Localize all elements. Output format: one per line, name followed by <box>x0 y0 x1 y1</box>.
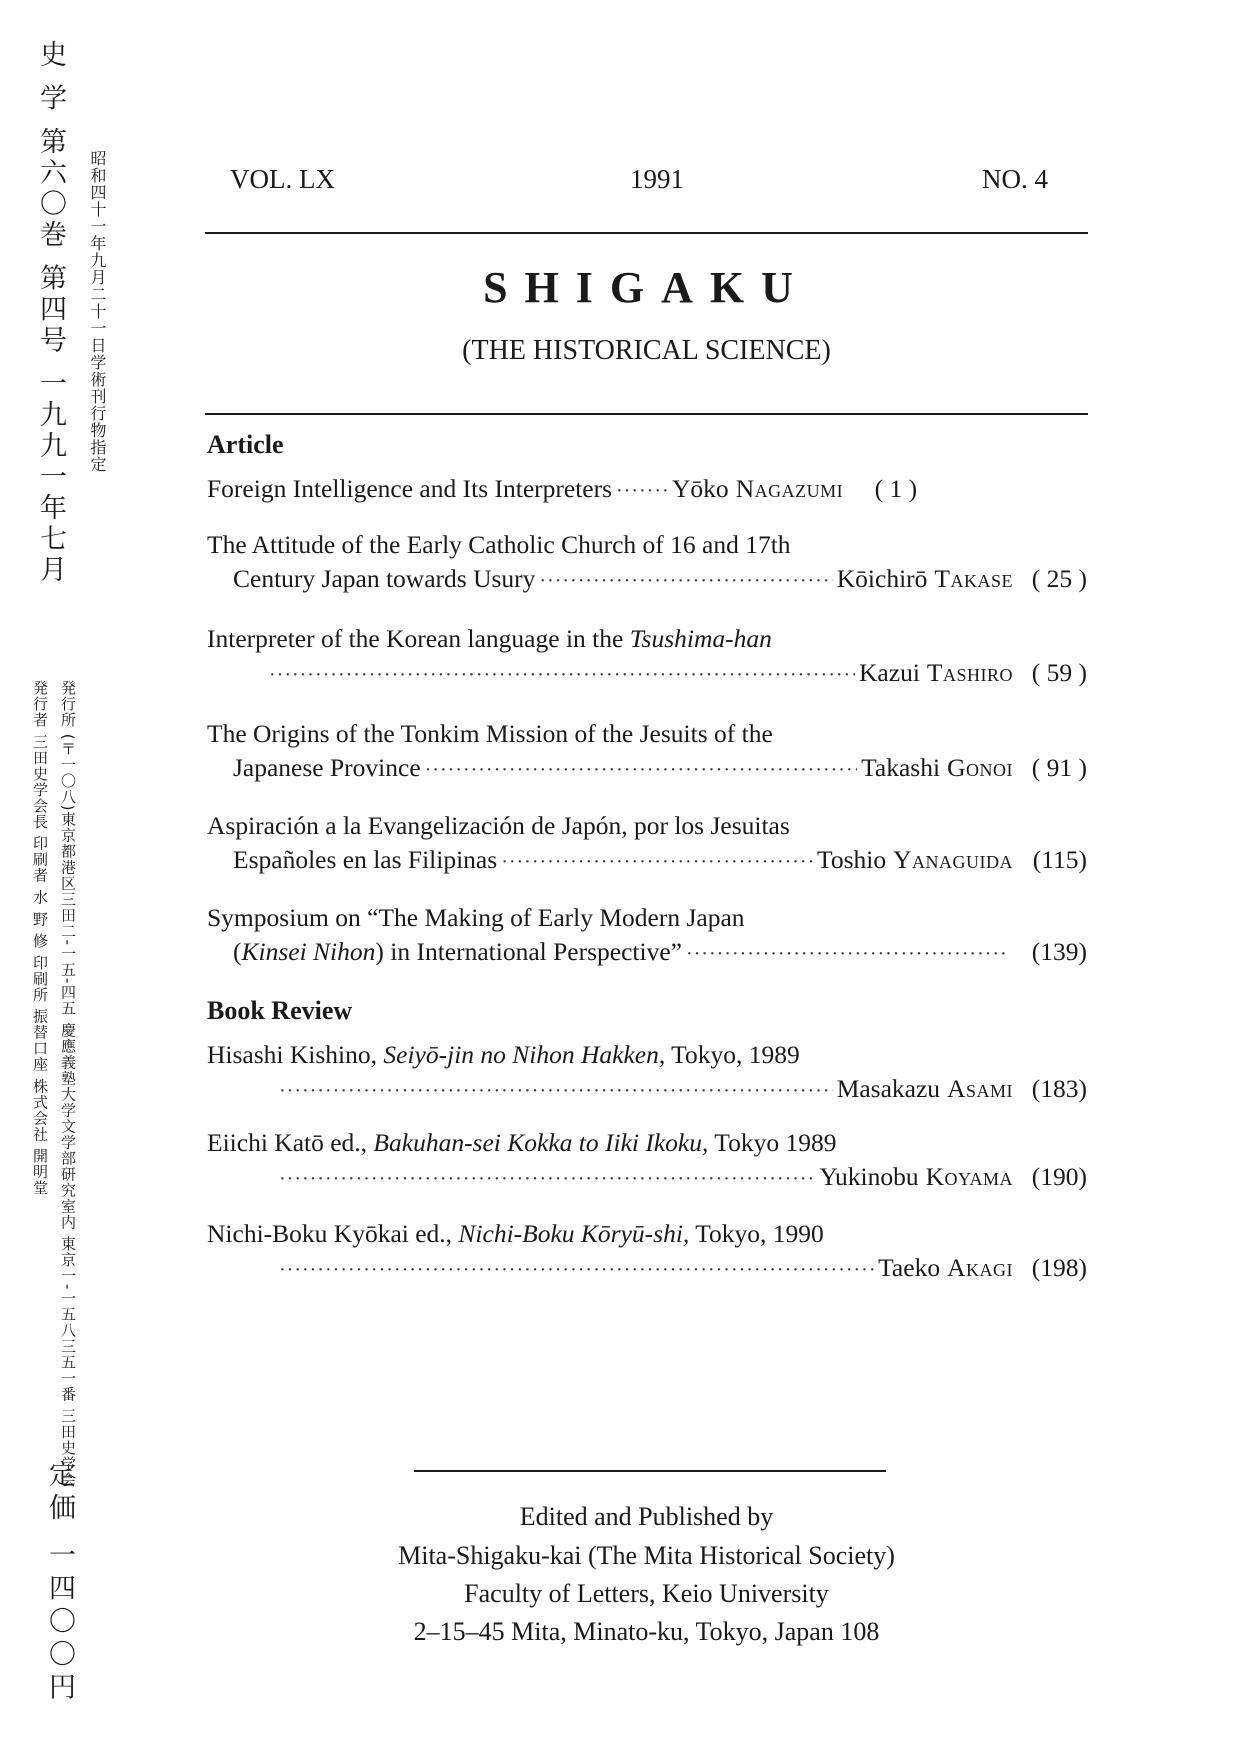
leader-dots <box>269 658 855 692</box>
article-title-line2 <box>233 935 682 969</box>
journal-title: SHIGAKU <box>483 263 810 312</box>
paren-open: ( <box>233 937 242 966</box>
page-number: ( 1 ) <box>874 474 918 503</box>
author-family-name: Tashiro <box>926 658 1013 687</box>
article-title-line2: Japanese Province <box>233 753 421 782</box>
toc-entry-article-2 <box>207 528 1087 598</box>
leader-dots <box>501 845 813 879</box>
article-title-rest: ) in International Perspective” <box>375 937 682 966</box>
publisher-divider <box>414 1470 886 1472</box>
page-number: (115) <box>1032 845 1087 874</box>
year-label: 1991 <box>630 164 684 194</box>
toc-entry-article-6 <box>207 901 1087 971</box>
article-title-line1 <box>207 622 1087 656</box>
publisher-line-3: Faculty of Letters, Keio University <box>464 1579 829 1608</box>
article-title-line1: Aspiración a la Evangelización de Japón, por los Jesuitas <box>207 811 790 840</box>
reviewer-family-name: Akagi <box>947 1253 1013 1282</box>
spine-imprint-publisher: 発行者 三田史学会長 印刷者 水 野 修 印刷所 振替口座 株式会社 開明堂 <box>31 680 49 1196</box>
page-number: (198) <box>1031 1253 1087 1282</box>
reviewer-given-name: Masakazu <box>836 1074 941 1103</box>
author-given-name: Kazui <box>859 658 920 687</box>
review-publication: Tokyo, 1990 <box>695 1219 824 1248</box>
toc-entry-article-5 <box>207 809 1087 879</box>
spine-price: 定価 一四〇〇円 <box>44 1460 75 1706</box>
volume-label: VOL. LX <box>230 164 335 194</box>
toc-entry-review-3 <box>207 1217 1087 1287</box>
author-family-name: Takase <box>934 564 1013 593</box>
leader-dots <box>539 564 832 598</box>
toc-entry-review-2 <box>207 1126 1087 1196</box>
article-title: Foreign Intelligence and Its Interpreters <box>207 474 613 503</box>
article-title-plain: Interpreter of the Korean language in the <box>207 624 624 653</box>
page-number: (139) <box>1031 937 1087 966</box>
toc-entry-review-1 <box>207 1038 1087 1108</box>
review-citation <box>207 1217 1087 1251</box>
author-given-name: Toshio <box>817 845 887 874</box>
article-title-line2: Century Japan towards Usury <box>233 564 536 593</box>
header-divider <box>205 232 1088 234</box>
article-section-heading: Article <box>207 430 284 459</box>
review-publication: Tokyo 1989 <box>714 1128 837 1157</box>
page-number: (183) <box>1031 1074 1087 1103</box>
review-book-title: Nichi-Boku Kōryū-shi, <box>458 1219 690 1248</box>
review-citation <box>207 1038 1087 1072</box>
issue-number-label: NO. 4 <box>982 164 1048 194</box>
article-title-line1: Symposium on “The Making of Early Modern Japan <box>207 903 745 932</box>
article-title-italic: Kinsei Nihon <box>241 937 376 966</box>
author-family-name: Yanaguida <box>893 845 1013 874</box>
toc-entry-article-1 <box>207 472 1087 508</box>
page-number: (190) <box>1031 1162 1087 1191</box>
spine-imprint-address: 発行所 (〒一〇八)東京都港区三田二-一五-四五 慶應義塾大学文学部研究室内 東京一-一五八三五一番 三田史学会 <box>59 680 77 1489</box>
toc-entry-article-3 <box>207 622 1087 692</box>
title-divider <box>205 413 1088 415</box>
publisher-line-2: Mita-Shigaku-kai (The Mita Historical Society) <box>398 1541 895 1570</box>
leader-dots <box>279 1074 833 1108</box>
leader-dots <box>686 937 1009 971</box>
review-citation <box>207 1126 1087 1160</box>
leader-dots <box>616 474 668 508</box>
page-number: ( 59 ) <box>1031 658 1087 687</box>
review-book-title: Seiyō-jin no Nihon Hakken, <box>383 1040 666 1069</box>
review-author: Nichi-Boku Kyōkai ed., <box>207 1219 453 1248</box>
author-family-name: Nagazumi <box>735 474 844 503</box>
reviewer-family-name: Koyama <box>925 1162 1013 1191</box>
author-given-name: Yōko <box>672 474 729 503</box>
leader-dots <box>425 753 857 787</box>
spine-journal-info: 史 学 第六〇巻 第四号 一九九一年七月 <box>35 40 66 587</box>
spine-registration-date: 昭和四十一年九月二十一日学術刊行物指定 <box>88 150 107 473</box>
review-publication: Tokyo, 1989 <box>671 1040 800 1069</box>
article-title-line1: The Origins of the Tonkim Mission of the Jesuits of the <box>207 719 773 748</box>
article-title-italic: Tsushima-han <box>629 624 772 653</box>
author-given-name: Kōichirō <box>836 564 928 593</box>
review-author: Hisashi Kishino, <box>207 1040 378 1069</box>
publisher-line-1: Edited and Published by <box>519 1502 774 1531</box>
reviewer-given-name: Yukinobu <box>819 1162 919 1191</box>
author-family-name: Gonoi <box>947 753 1013 782</box>
reviewer-family-name: Asami <box>947 1074 1013 1103</box>
article-title-line1: The Attitude of the Early Catholic Church of 16 and 17th <box>207 530 791 559</box>
author-given-name: Takashi <box>861 753 941 782</box>
review-book-title: Bakuhan-sei Kokka to Iiki Ikoku, <box>373 1128 709 1157</box>
leader-dots <box>279 1162 815 1196</box>
book-review-section-heading: Book Review <box>207 996 353 1025</box>
journal-subtitle: (THE HISTORICAL SCIENCE) <box>462 335 831 366</box>
toc-entry-article-4 <box>207 717 1087 787</box>
page-number: ( 91 ) <box>1031 753 1087 782</box>
page-number: ( 25 ) <box>1031 564 1087 593</box>
publisher-line-4: 2–15–45 Mita, Minato-ku, Tokyo, Japan 108 <box>413 1617 880 1646</box>
reviewer-given-name: Taeko <box>878 1253 941 1282</box>
review-author: Eiichi Katō ed., <box>207 1128 368 1157</box>
leader-dots <box>279 1253 874 1287</box>
article-title-line2: Españoles en las Filipinas <box>233 845 498 874</box>
